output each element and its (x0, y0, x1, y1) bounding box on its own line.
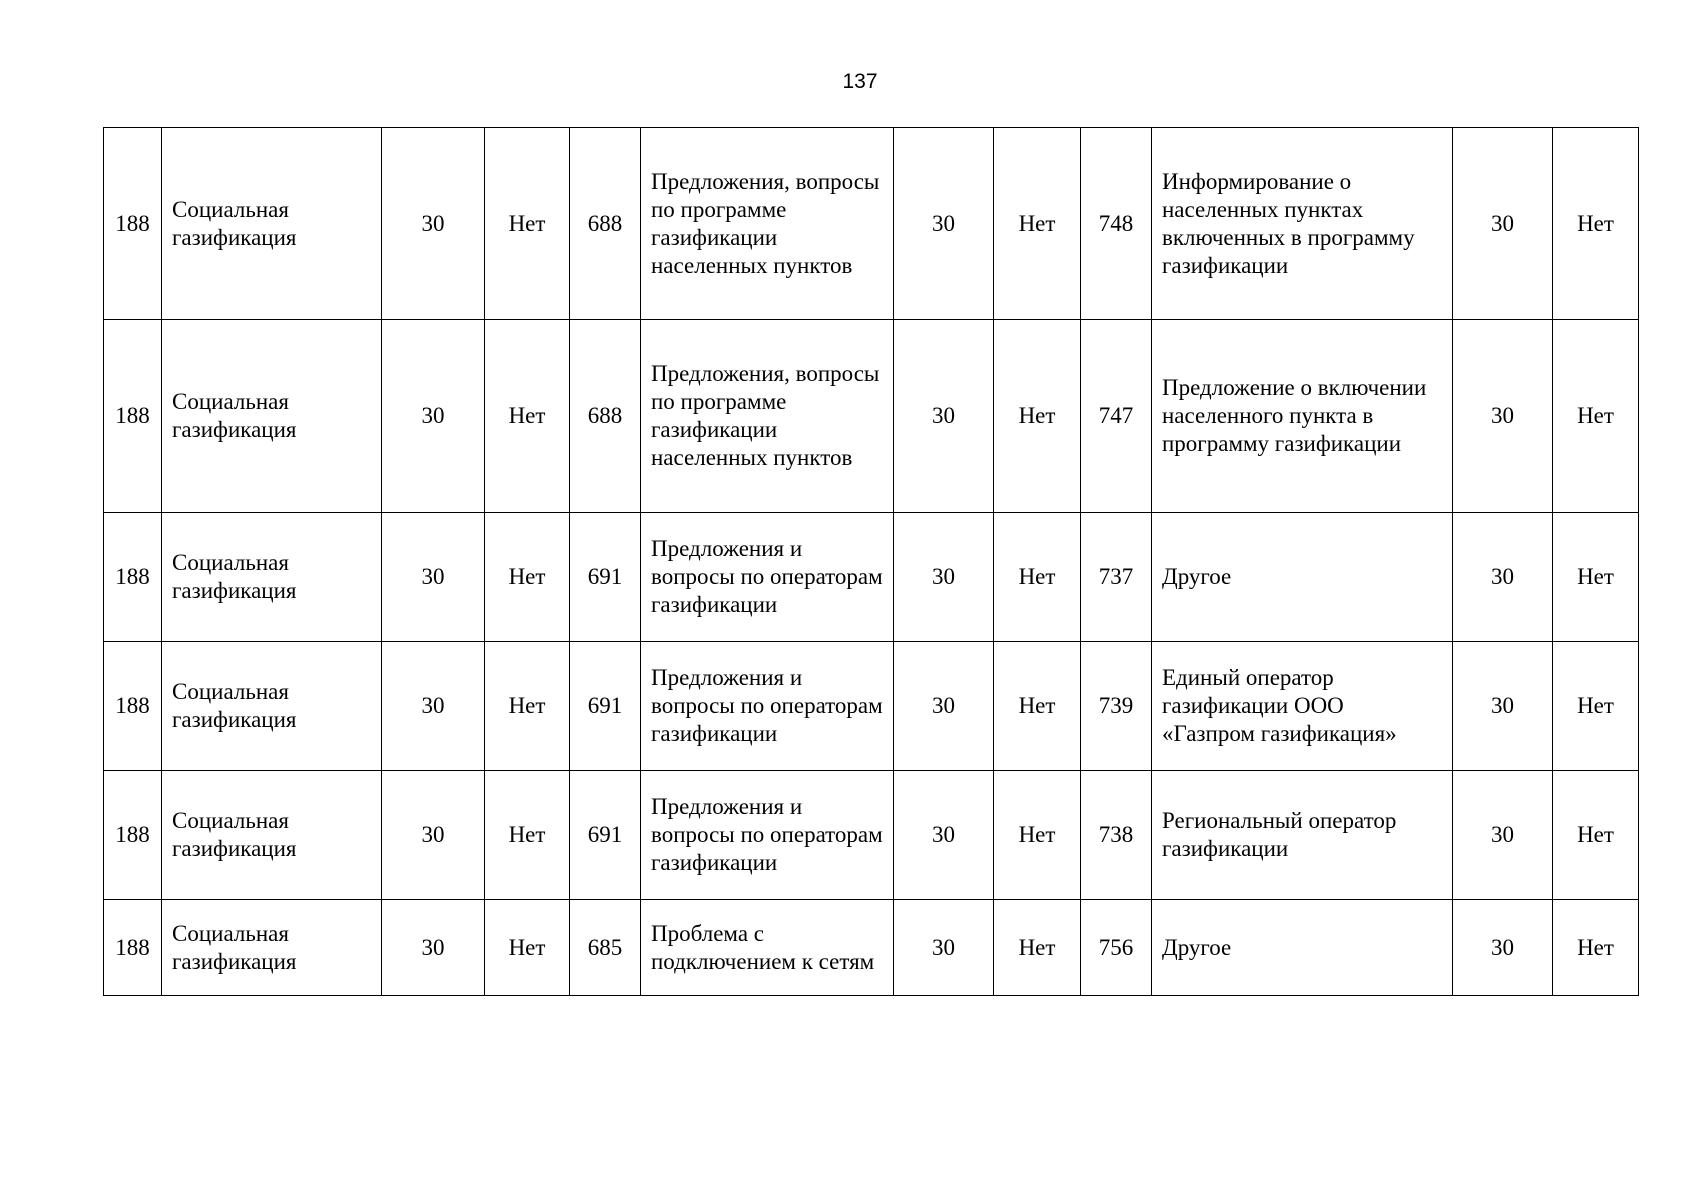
question-flag-cell: Нет (1553, 320, 1639, 513)
subtopic-flag-cell: Нет (994, 128, 1081, 320)
topic-flag-cell: Нет (485, 771, 570, 900)
subtopic-code-cell: 691 (570, 513, 641, 642)
question-days-cell: 30 (1453, 128, 1553, 320)
question-flag-cell: Нет (1553, 513, 1639, 642)
question-name-cell: Другое (1152, 900, 1453, 996)
subtopic-name-cell: Предложения и вопросы по операторам газификации (641, 771, 894, 900)
question-name-cell: Другое (1152, 513, 1453, 642)
page-number: 137 (842, 70, 878, 93)
topic-code-cell: 188 (104, 320, 162, 513)
table-row (104, 128, 1639, 320)
topic-days-cell: 30 (382, 128, 485, 320)
subtopic-flag-cell: Нет (994, 771, 1081, 900)
question-days-cell: 30 (1453, 771, 1553, 900)
topic-flag-cell: Нет (485, 320, 570, 513)
topic-name-cell: Социальная газификация (162, 128, 382, 320)
subtopic-days-cell: 30 (894, 900, 994, 996)
subtopic-name-cell: Проблема с подключением к сетям (641, 900, 894, 996)
topic-days-cell: 30 (382, 771, 485, 900)
question-name-cell: Информирование о населенных пунктах включенных в программу газификации (1152, 128, 1453, 320)
subtopic-flag-cell: Нет (994, 513, 1081, 642)
topic-code-cell: 188 (104, 900, 162, 996)
question-name-cell: Предложение о включении населенного пункта в программу газификации (1152, 320, 1453, 513)
topic-code-cell: 188 (104, 128, 162, 320)
topic-code-cell: 188 (104, 642, 162, 771)
topic-flag-cell: Нет (485, 513, 570, 642)
table-row (104, 771, 1639, 900)
table-row (104, 513, 1639, 642)
question-code-cell: 737 (1081, 513, 1152, 642)
subtopic-days-cell: 30 (894, 771, 994, 900)
topic-name-cell: Социальная газификация (162, 900, 382, 996)
subtopic-name-cell: Предложения, вопросы по программе газификации населенных пунктов (641, 128, 894, 320)
question-days-cell: 30 (1453, 900, 1553, 996)
question-code-cell: 739 (1081, 642, 1152, 771)
subtopic-name-cell: Предложения и вопросы по операторам газификации (641, 642, 894, 771)
subtopic-code-cell: 688 (570, 320, 641, 513)
subtopic-flag-cell: Нет (994, 900, 1081, 996)
question-days-cell: 30 (1453, 320, 1553, 513)
topic-days-cell: 30 (382, 900, 485, 996)
topic-flag-cell: Нет (485, 642, 570, 771)
table-row (104, 642, 1639, 771)
question-name-cell: Региональный оператор газификации (1152, 771, 1453, 900)
question-flag-cell: Нет (1553, 642, 1639, 771)
topic-name-cell: Социальная газификация (162, 771, 382, 900)
question-days-cell: 30 (1453, 513, 1553, 642)
table-row (104, 900, 1639, 996)
subtopic-code-cell: 685 (570, 900, 641, 996)
question-days-cell: 30 (1453, 642, 1553, 771)
topic-days-cell: 30 (382, 513, 485, 642)
topic-name-cell: Социальная газификация (162, 320, 382, 513)
topic-days-cell: 30 (382, 642, 485, 771)
question-code-cell: 756 (1081, 900, 1152, 996)
topic-name-cell: Социальная газификация (162, 642, 382, 771)
subtopic-code-cell: 691 (570, 771, 641, 900)
question-flag-cell: Нет (1553, 900, 1639, 996)
table-row (104, 320, 1639, 513)
question-code-cell: 748 (1081, 128, 1152, 320)
topic-name-cell: Социальная газификация (162, 513, 382, 642)
question-name-cell: Единый оператор газификации ООО «Газпром газификация» (1152, 642, 1453, 771)
topic-code-cell: 188 (104, 513, 162, 642)
classification-table (103, 127, 1639, 996)
topic-days-cell: 30 (382, 320, 485, 513)
question-code-cell: 747 (1081, 320, 1152, 513)
subtopic-days-cell: 30 (894, 513, 994, 642)
topic-flag-cell: Нет (485, 128, 570, 320)
question-code-cell: 738 (1081, 771, 1152, 900)
question-flag-cell: Нет (1553, 771, 1639, 900)
subtopic-days-cell: 30 (894, 642, 994, 771)
subtopic-days-cell: 30 (894, 320, 994, 513)
subtopic-flag-cell: Нет (994, 320, 1081, 513)
subtopic-days-cell: 30 (894, 128, 994, 320)
question-flag-cell: Нет (1553, 128, 1639, 320)
topic-flag-cell: Нет (485, 900, 570, 996)
subtopic-name-cell: Предложения и вопросы по операторам газификации (641, 513, 894, 642)
subtopic-code-cell: 688 (570, 128, 641, 320)
subtopic-code-cell: 691 (570, 642, 641, 771)
topic-code-cell: 188 (104, 771, 162, 900)
subtopic-name-cell: Предложения, вопросы по программе газификации населенных пунктов (641, 320, 894, 513)
subtopic-flag-cell: Нет (994, 642, 1081, 771)
